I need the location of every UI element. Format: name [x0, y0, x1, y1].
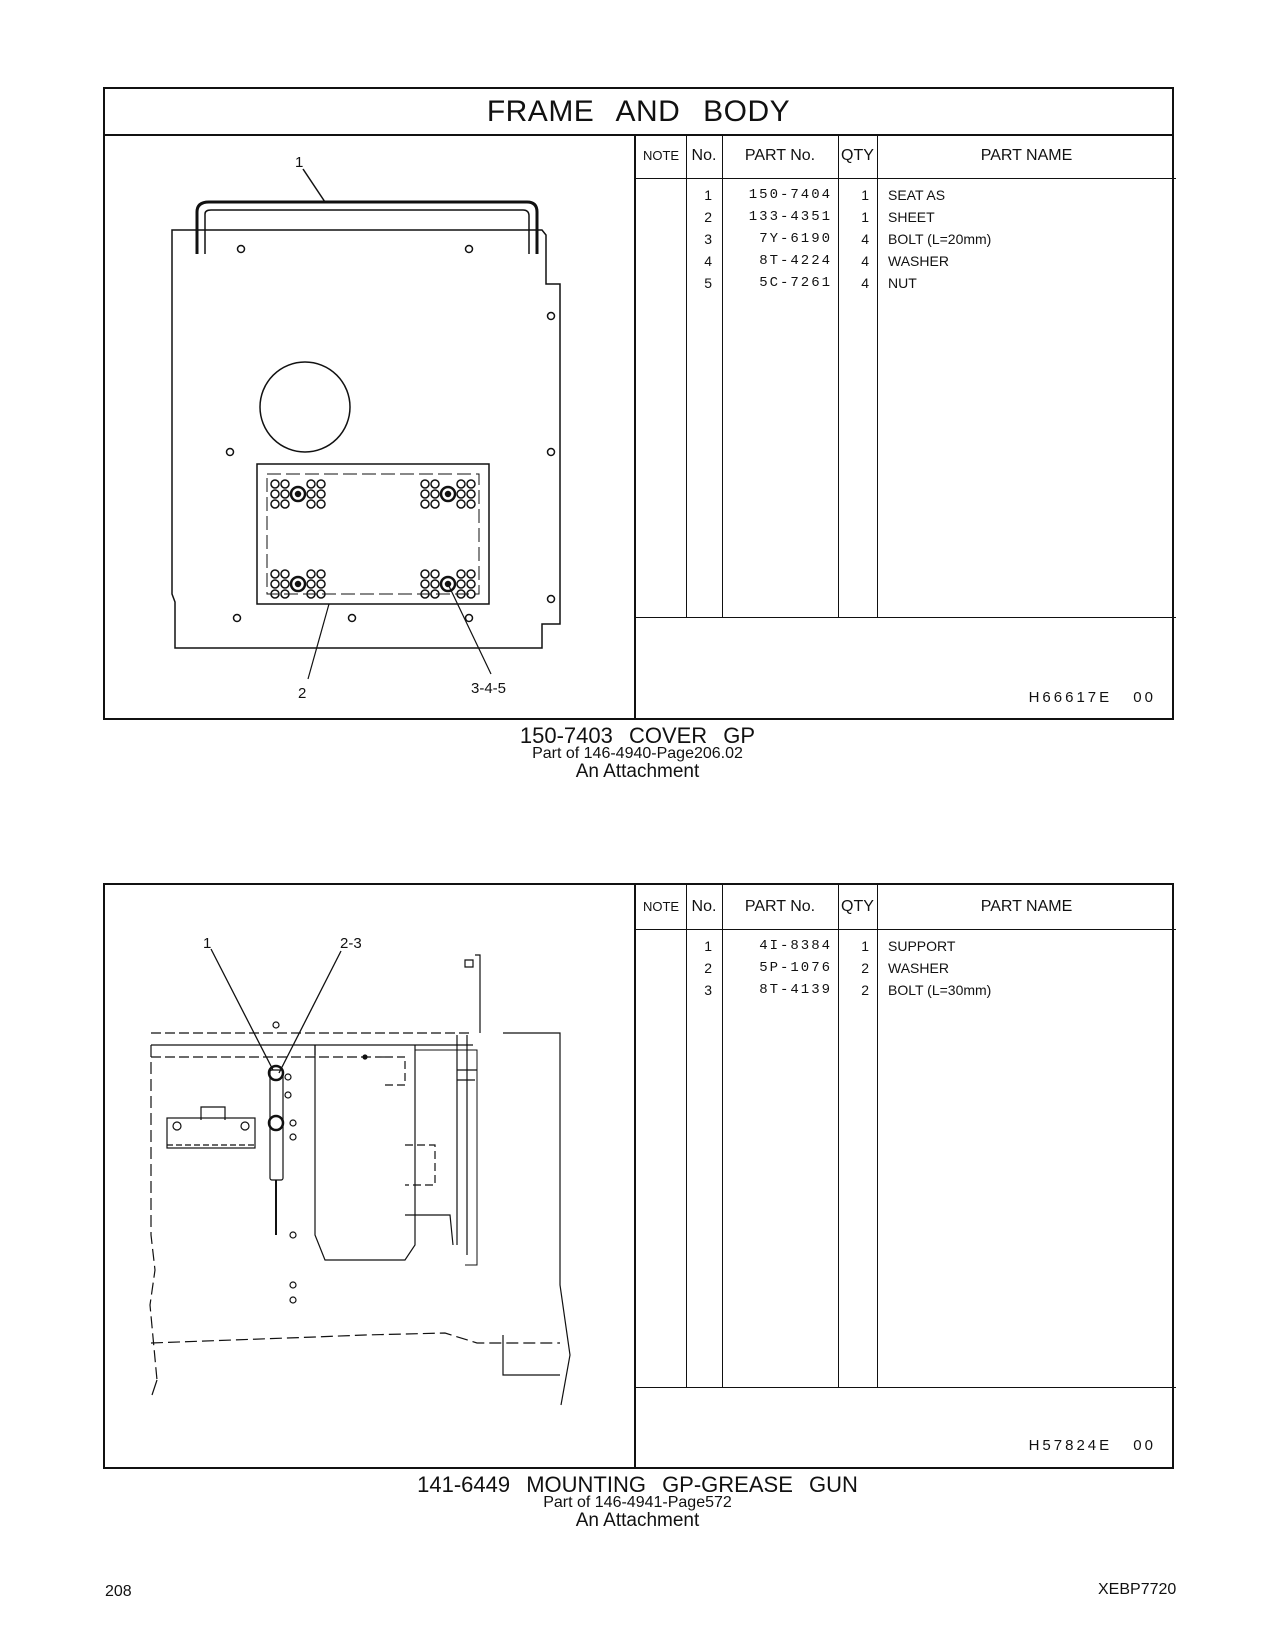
caption-mounting-gp	[0, 1472, 1275, 1531]
table-row: 3 7Y-6190 4 BOLT (L=20mm)	[704, 231, 992, 247]
table-row: 3 8T-4139 2 BOLT (L=30mm)	[704, 982, 992, 998]
callout-1: 1	[295, 154, 304, 171]
callout-2-3: 2-3	[340, 935, 362, 952]
parts-table-1	[634, 134, 1176, 720]
table-row: 2 5P-1076 2 WASHER	[704, 960, 949, 976]
col-header-part-no: PART No.	[744, 898, 816, 915]
table-row: 1 4I-8384 1 SUPPORT	[704, 938, 956, 954]
caption-part-of: Part of 146-4941-Page572	[543, 1494, 732, 1511]
col-header-part-name: PART NAME	[980, 147, 1073, 164]
col-header-part-name: PART NAME	[980, 898, 1073, 915]
document-id: XEBP7720	[1098, 1581, 1177, 1598]
caption-cover-gp	[0, 723, 1275, 782]
illustration-reference: H66617E 00	[1028, 689, 1156, 706]
illustration-reference: H57824E 00	[1028, 1437, 1156, 1454]
col-header-qty: QTY	[841, 147, 874, 164]
table-row: 1 150-7404 1 SEAT AS	[704, 187, 946, 203]
cover-gp-illustration	[105, 134, 635, 720]
caption-note: An Attachment	[575, 1510, 700, 1531]
table-row: 4 8T-4224 4 WASHER	[704, 253, 949, 269]
table-row: 2 133-4351 1 SHEET	[704, 209, 935, 225]
col-header-no: No.	[691, 898, 717, 915]
page-number: 208	[105, 1583, 132, 1600]
col-header-no: No.	[691, 147, 717, 164]
col-header-qty: QTY	[841, 898, 874, 915]
section-title: FRAME AND BODY	[105, 89, 1172, 136]
callout-3-4-5: 3-4-5	[471, 680, 507, 697]
col-header-note: NOTE	[642, 148, 680, 163]
caption-title: 141-6449 MOUNTING GP-GREASE GUN	[417, 1472, 858, 1497]
parts-panel-mounting-gp	[103, 883, 1174, 1469]
col-header-part-no: PART No.	[744, 147, 816, 164]
parts-table-2	[634, 885, 1176, 1467]
parts-panel-cover-gp	[103, 87, 1174, 720]
col-header-note: NOTE	[642, 899, 680, 914]
callout-1: 1	[203, 935, 212, 952]
caption-note: An Attachment	[575, 761, 700, 782]
caption-part-of: Part of 146-4940-Page206.02	[532, 745, 743, 762]
callout-2: 2	[298, 685, 307, 702]
caption-title: 150-7403 COVER GP	[519, 723, 756, 748]
grease-gun-mounting-illustration	[105, 885, 635, 1467]
table-row: 5 5C-7261 4 NUT	[704, 275, 917, 291]
